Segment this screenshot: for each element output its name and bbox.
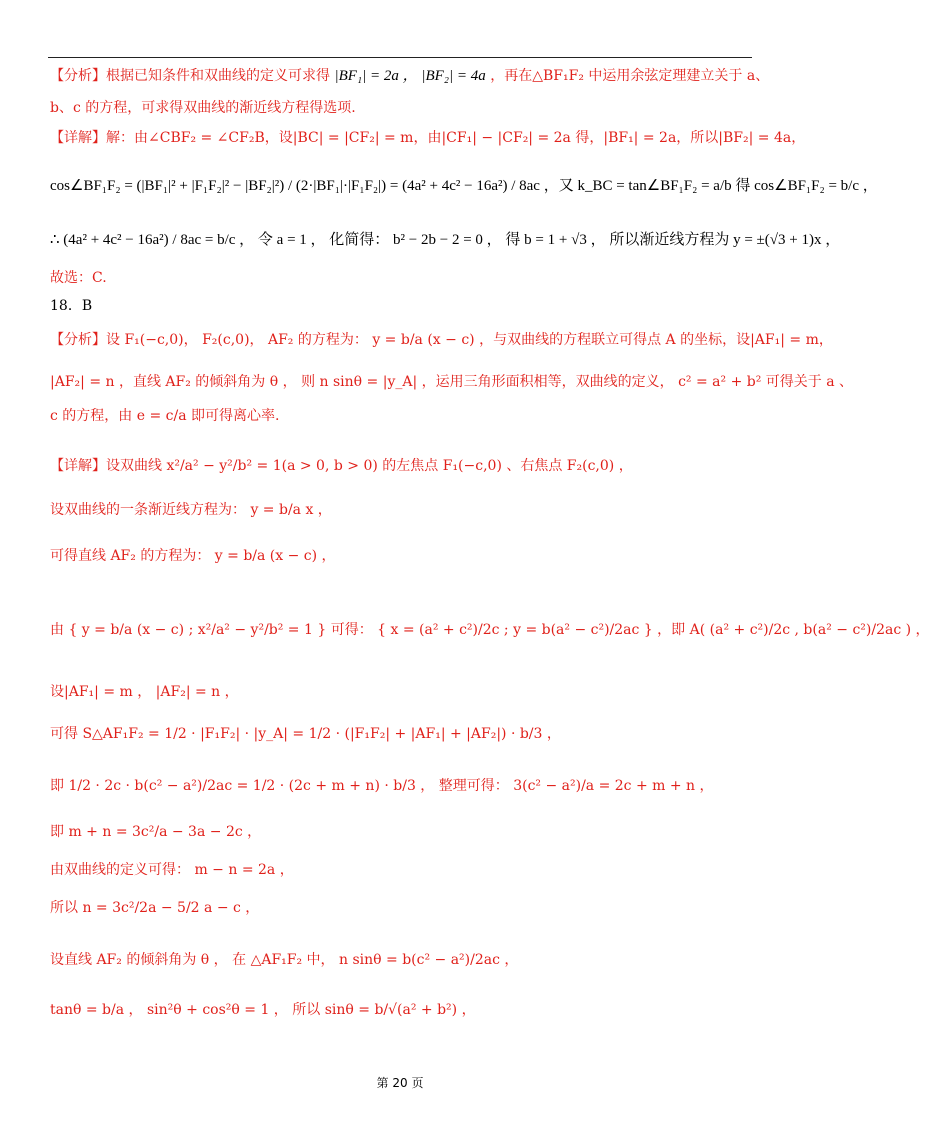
analysis-text: c 的方程，由 e = c/a 即可得离心率. bbox=[50, 408, 280, 424]
analysis-line-2 bbox=[50, 98, 356, 118]
formula: ∴ (4a² + 4c² − 16a²) / 8ac = b/c ， 令 a = 1 ， 化简得： b² − 2b − 2 = 0 ， 得 b = 1 + √3 ， 所以渐近线方程为 y = ±(√3 + 1)x ， bbox=[50, 232, 841, 248]
solution-formula-cos bbox=[50, 176, 878, 196]
detail-18-angle bbox=[50, 950, 518, 970]
answer-text: 故选：C. bbox=[50, 270, 107, 286]
solution-text: 【详解】解：由∠CBF₂ = ∠CF₂B，设|BC| = |CF₂| = m，由|CF₁| − |CF₂| = 2a 得，|BF₁| = 2a，所以|BF₂| = 4a， bbox=[50, 130, 806, 146]
question-number bbox=[50, 296, 92, 316]
detail-text: 所以 n = 3c²/2a − 5/2 a − c ， bbox=[50, 900, 260, 916]
detail-18-mn-diff bbox=[50, 860, 294, 880]
detail-18-line-3 bbox=[50, 546, 336, 566]
detail-18-n bbox=[50, 898, 259, 918]
detail-text: 可得 S△AF₁F₂ = 1/2 · |F₁F₂| · |y_A| = 1/2 · (|F₁F₂| + |AF₁| + |AF₂|) · b/3 ， bbox=[50, 726, 561, 742]
analysis-line-1 bbox=[50, 66, 769, 86]
detail-18-line-1 bbox=[50, 456, 633, 476]
formula: |BF₁| = 2a ， |BF₂| = 4a bbox=[334, 68, 486, 84]
detail-text: 由 { y = b/a (x − c) ; x²/a² − y²/b² = 1 } 可得： { x = (a² + c²)/2c ; y = b(a² − c²)/2ac } ，即 A( (a² + c²)/2c , b(a² − c²)/2ac ) ， bbox=[50, 622, 930, 638]
detail-18-system bbox=[50, 620, 930, 640]
detail-text: 设|AF₁| = m ， |AF₂| = n ， bbox=[50, 684, 239, 700]
detail-18-area bbox=[50, 724, 561, 744]
detail-18-line-5 bbox=[50, 682, 239, 702]
detail-18-line-2 bbox=[50, 500, 332, 520]
analysis-text: b、c 的方程，可求得双曲线的渐近线方程得选项. bbox=[50, 100, 356, 116]
detail-text: 设直线 AF₂ 的倾斜角为 θ ， 在 △AF₁F₂ 中， n sinθ = b(c² − a²)/2ac ， bbox=[50, 952, 519, 968]
analysis-18-line-1 bbox=[50, 330, 833, 350]
detail-text: 即 m + n = 3c²/a − 3a − 2c ， bbox=[50, 824, 262, 840]
detail-text: 设双曲线的一条渐近线方程为： y = b/a x ， bbox=[50, 502, 332, 518]
analysis-18-line-3 bbox=[50, 406, 279, 426]
question-label: 18．B bbox=[50, 298, 93, 314]
answer-line bbox=[50, 268, 107, 288]
formula: cos∠BF₁F₂ = (|BF₁|² + |F₁F₂|² − |BF₂|²) / (2·|BF₁|·|F₁F₂|) = (4a² + 4c² − 16a²) / 8ac ，又 k_BC = tan∠BF₁F₂ = a/b 得 cos∠BF₁F₂ = b/c ， bbox=[50, 178, 878, 194]
detail-18-equation bbox=[50, 776, 714, 796]
analysis-text: 【分析】根据已知条件和双曲线的定义可求得 bbox=[50, 68, 330, 84]
solution-formula-simplify bbox=[50, 230, 840, 250]
analysis-text-2: ，再在△BF₁F₂ 中运用余弦定理建立关于 a、 bbox=[490, 68, 770, 84]
header-rule bbox=[48, 57, 752, 58]
detail-text: tanθ = b/a ， sin²θ + cos²θ = 1 ， 所以 sinθ = b/√(a² + b²) ， bbox=[50, 1002, 476, 1018]
detail-text: 可得直线 AF₂ 的方程为： y = b/a (x − c) ， bbox=[50, 548, 336, 564]
detail-text: 【详解】设双曲线 x²/a² − y²/b² = 1(a > 0, b > 0) 的左焦点 F₁(−c,0) 、右焦点 F₂(c,0) ， bbox=[50, 458, 633, 474]
analysis-text: 【分析】设 F₁(−c,0)， F₂(c,0)， AF₂ 的方程为： y = b/a (x − c) ，与双曲线的方程联立可得点 A 的坐标，设|AF₁| = m， bbox=[50, 332, 833, 348]
detail-text: 由双曲线的定义可得： m − n = 2a ， bbox=[50, 862, 294, 878]
detail-18-mn-sum bbox=[50, 822, 261, 842]
page-number: 第 20 页 bbox=[376, 1076, 424, 1090]
analysis-18-line-2 bbox=[50, 372, 853, 392]
detail-18-sin bbox=[50, 1000, 476, 1020]
analysis-text: |AF₂| = n ，直线 AF₂ 的倾斜角为 θ ， 则 n sinθ = |y_A| ，运用三角形面积相等，双曲线的定义， c² = a² + b² 可得关于 a 、 bbox=[50, 374, 854, 390]
detail-text: 即 1/2 · 2c · b(c² − a²)/2ac = 1/2 · (2c + m + n) · b/3 ， 整理可得： 3(c² − a²)/a = 2c + m + n ， bbox=[50, 778, 714, 794]
solution-line-1 bbox=[50, 128, 805, 148]
